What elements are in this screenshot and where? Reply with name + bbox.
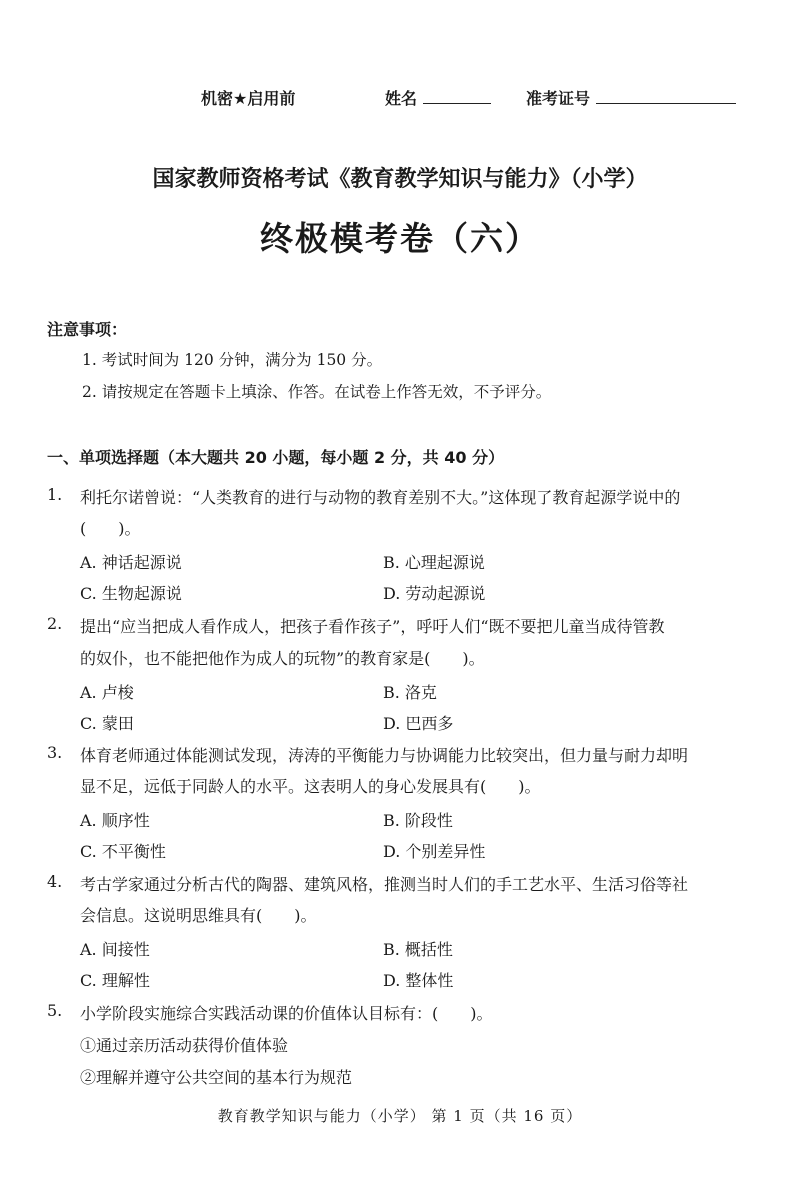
- option-a: A. 卢梭: [80, 683, 134, 702]
- option-c: C. 理解性: [80, 971, 150, 990]
- question-number: 5.: [47, 1001, 63, 1020]
- option-d: D. 个别差异性: [383, 842, 486, 861]
- option-b: B. 洛克: [383, 683, 437, 702]
- note-item: 1. 考试时间为 120 分钟，满分为 150 分。: [82, 351, 383, 369]
- page-footer: 教育教学知识与能力（小学） 第 1 页（共 16 页）: [217, 1107, 583, 1125]
- question-text: 考古学家通过分析古代的陶器、建筑风格，推测当时人们的手工艺水平、生活习俗等社: [80, 875, 689, 894]
- question-number: 1.: [47, 485, 63, 504]
- exam-id-label: 准考证号: [526, 89, 591, 108]
- question-text: 体育老师通过体能测试发现，涛涛的平衡能力与协调能力比较突出，但力量与耐力却明: [80, 746, 689, 765]
- option-a: A. 顺序性: [80, 811, 150, 830]
- section-heading: 一、单项选择题（本大题共 20 小题，每小题 2 分，共 40 分）: [47, 448, 505, 467]
- option-d: D. 巴西多: [383, 714, 454, 733]
- option-a: A. 神话起源说: [80, 553, 182, 572]
- statement-item: ①通过亲历活动获得价值体验: [80, 1036, 289, 1055]
- option-a: A. 间接性: [80, 940, 150, 959]
- option-b: B. 概括性: [383, 940, 453, 959]
- exam-id-field[interactable]: [526, 86, 736, 109]
- note-item: 2. 请按规定在答题卡上填涂、作答。在试卷上作答无效，不予评分。: [82, 383, 552, 401]
- name-field[interactable]: [385, 86, 491, 109]
- question-number: 2.: [47, 614, 63, 633]
- question-text: 小学阶段实施综合实践活动课的价值体认目标有：( )。: [80, 1004, 493, 1023]
- option-c: C. 蒙田: [80, 714, 134, 733]
- confidential-label: 机密★启用前: [201, 89, 296, 108]
- option-d: D. 劳动起源说: [383, 584, 486, 603]
- exam-id-blank[interactable]: [596, 89, 736, 104]
- option-c: C. 生物起源说: [80, 584, 182, 603]
- question-number: 4.: [47, 872, 63, 891]
- question-text: 提出“应当把成人看作成人，把孩子看作孩子”，呼吁人们“既不要把儿童当成待管教: [80, 617, 665, 636]
- notes-heading: 注意事项：: [47, 320, 128, 339]
- exam-title: 国家教师资格考试《教育教学知识与能力》（小学）: [152, 167, 648, 192]
- question-number: 3.: [47, 743, 63, 762]
- option-b: B. 心理起源说: [383, 553, 485, 572]
- option-b: B. 阶段性: [383, 811, 453, 830]
- paper-title: 终极模考卷（六）: [260, 219, 540, 258]
- name-label: 姓名: [385, 89, 418, 108]
- option-d: D. 整体性: [383, 971, 454, 990]
- question-text: 显不足，远低于同龄人的水平。这表明人的身心发展具有( )。: [80, 777, 541, 796]
- question-text: 的奴仆，也不能把他作为成人的玩物”的教育家是( )。: [80, 649, 485, 668]
- question-text: 利托尔诺曾说：“人类教育的进行与动物的教育差别不大。”这体现了教育起源学说中的: [80, 488, 681, 507]
- statement-item: ②理解并遵守公共空间的基本行为规范: [80, 1068, 353, 1087]
- question-text: 会信息。这说明思维具有( )。: [80, 906, 317, 925]
- name-blank[interactable]: [423, 89, 491, 104]
- option-c: C. 不平衡性: [80, 842, 166, 861]
- question-text: ( )。: [80, 519, 141, 538]
